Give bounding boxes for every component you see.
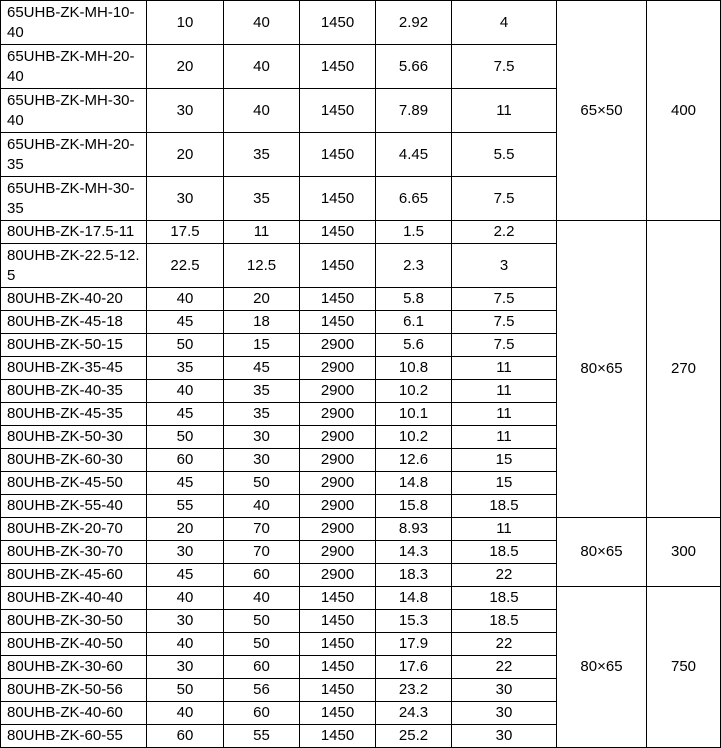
flow-cell: 50 (147, 426, 224, 449)
model-cell: 80UHB-ZK-30-60 (1, 656, 147, 679)
motor-power-cell: 7.5 (452, 311, 557, 334)
flow-cell: 10 (147, 1, 224, 45)
head-cell: 30 (224, 449, 300, 472)
head-cell: 40 (224, 587, 300, 610)
head-cell: 55 (224, 725, 300, 748)
shaft-power-cell: 6.65 (376, 177, 452, 221)
flow-cell: 30 (147, 89, 224, 133)
shaft-power-cell: 10.8 (376, 357, 452, 380)
motor-power-cell: 7.5 (452, 45, 557, 89)
shaft-power-cell: 6.1 (376, 311, 452, 334)
shaft-power-cell: 2.92 (376, 1, 452, 45)
speed-cell: 2900 (300, 495, 376, 518)
speed-cell: 1450 (300, 45, 376, 89)
shaft-power-cell: 25.2 (376, 725, 452, 748)
speed-cell: 1450 (300, 288, 376, 311)
model-cell: 80UHB-ZK-20-70 (1, 518, 147, 541)
shaft-power-cell: 4.45 (376, 133, 452, 177)
weight-cell: 400 (647, 1, 721, 221)
motor-power-cell: 11 (452, 518, 557, 541)
shaft-power-cell: 18.3 (376, 564, 452, 587)
shaft-power-cell: 5.6 (376, 334, 452, 357)
flow-cell: 45 (147, 472, 224, 495)
head-cell: 45 (224, 357, 300, 380)
flow-cell: 50 (147, 334, 224, 357)
head-cell: 56 (224, 679, 300, 702)
flow-cell: 40 (147, 380, 224, 403)
motor-power-cell: 3 (452, 244, 557, 288)
speed-cell: 2900 (300, 518, 376, 541)
model-cell: 80UHB-ZK-55-40 (1, 495, 147, 518)
shaft-power-cell: 5.8 (376, 288, 452, 311)
head-cell: 11 (224, 221, 300, 244)
motor-power-cell: 11 (452, 357, 557, 380)
diameter-cell: 80×65 (557, 587, 647, 748)
head-cell: 60 (224, 656, 300, 679)
model-cell: 80UHB-ZK-60-30 (1, 449, 147, 472)
model-cell: 80UHB-ZK-40-20 (1, 288, 147, 311)
speed-cell: 2900 (300, 334, 376, 357)
model-cell: 80UHB-ZK-40-40 (1, 587, 147, 610)
model-cell: 80UHB-ZK-30-50 (1, 610, 147, 633)
motor-power-cell: 2.2 (452, 221, 557, 244)
head-cell: 60 (224, 564, 300, 587)
model-cell: 80UHB-ZK-50-15 (1, 334, 147, 357)
flow-cell: 55 (147, 495, 224, 518)
flow-cell: 45 (147, 311, 224, 334)
head-cell: 50 (224, 633, 300, 656)
shaft-power-cell: 14.8 (376, 587, 452, 610)
model-cell: 80UHB-ZK-22.5-12.5 (1, 244, 147, 288)
speed-cell: 1450 (300, 679, 376, 702)
model-cell: 80UHB-ZK-45-18 (1, 311, 147, 334)
shaft-power-cell: 15.3 (376, 610, 452, 633)
shaft-power-cell: 10.2 (376, 426, 452, 449)
shaft-power-cell: 17.6 (376, 656, 452, 679)
motor-power-cell: 15 (452, 449, 557, 472)
model-cell: 80UHB-ZK-40-60 (1, 702, 147, 725)
motor-power-cell: 18.5 (452, 495, 557, 518)
flow-cell: 30 (147, 177, 224, 221)
motor-power-cell: 18.5 (452, 610, 557, 633)
speed-cell: 2900 (300, 472, 376, 495)
model-cell: 80UHB-ZK-30-70 (1, 541, 147, 564)
shaft-power-cell: 7.89 (376, 89, 452, 133)
motor-power-cell: 15 (452, 472, 557, 495)
head-cell: 12.5 (224, 244, 300, 288)
model-cell: 80UHB-ZK-50-30 (1, 426, 147, 449)
head-cell: 40 (224, 89, 300, 133)
flow-cell: 40 (147, 702, 224, 725)
flow-cell: 30 (147, 541, 224, 564)
shaft-power-cell: 12.6 (376, 449, 452, 472)
diameter-cell: 80×65 (557, 221, 647, 518)
shaft-power-cell: 24.3 (376, 702, 452, 725)
head-cell: 30 (224, 426, 300, 449)
speed-cell: 2900 (300, 564, 376, 587)
motor-power-cell: 11 (452, 380, 557, 403)
head-cell: 35 (224, 177, 300, 221)
motor-power-cell: 7.5 (452, 334, 557, 357)
shaft-power-cell: 14.8 (376, 472, 452, 495)
speed-cell: 1450 (300, 1, 376, 45)
shaft-power-cell: 17.9 (376, 633, 452, 656)
flow-cell: 20 (147, 518, 224, 541)
head-cell: 35 (224, 133, 300, 177)
speed-cell: 1450 (300, 177, 376, 221)
head-cell: 60 (224, 702, 300, 725)
speed-cell: 1450 (300, 133, 376, 177)
flow-cell: 30 (147, 656, 224, 679)
flow-cell: 35 (147, 357, 224, 380)
speed-cell: 1450 (300, 244, 376, 288)
flow-cell: 30 (147, 610, 224, 633)
head-cell: 50 (224, 610, 300, 633)
shaft-power-cell: 15.8 (376, 495, 452, 518)
model-cell: 65UHB-ZK-MH-30-35 (1, 177, 147, 221)
motor-power-cell: 30 (452, 725, 557, 748)
speed-cell: 1450 (300, 656, 376, 679)
weight-cell: 300 (647, 518, 721, 587)
shaft-power-cell: 14.3 (376, 541, 452, 564)
shaft-power-cell: 23.2 (376, 679, 452, 702)
motor-power-cell: 11 (452, 403, 557, 426)
motor-power-cell: 4 (452, 1, 557, 45)
model-cell: 80UHB-ZK-45-60 (1, 564, 147, 587)
weight-cell: 270 (647, 221, 721, 518)
model-cell: 80UHB-ZK-50-56 (1, 679, 147, 702)
flow-cell: 50 (147, 679, 224, 702)
motor-power-cell: 5.5 (452, 133, 557, 177)
head-cell: 50 (224, 472, 300, 495)
speed-cell: 2900 (300, 426, 376, 449)
flow-cell: 45 (147, 564, 224, 587)
motor-power-cell: 30 (452, 679, 557, 702)
flow-cell: 40 (147, 587, 224, 610)
model-cell: 80UHB-ZK-40-50 (1, 633, 147, 656)
model-cell: 80UHB-ZK-35-45 (1, 357, 147, 380)
motor-power-cell: 30 (452, 702, 557, 725)
speed-cell: 1450 (300, 221, 376, 244)
shaft-power-cell: 10.1 (376, 403, 452, 426)
table-row (1, 587, 721, 610)
head-cell: 40 (224, 1, 300, 45)
diameter-cell: 65×50 (557, 1, 647, 221)
speed-cell: 1450 (300, 311, 376, 334)
head-cell: 35 (224, 380, 300, 403)
model-cell: 65UHB-ZK-MH-20-35 (1, 133, 147, 177)
head-cell: 40 (224, 45, 300, 89)
motor-power-cell: 11 (452, 426, 557, 449)
head-cell: 40 (224, 495, 300, 518)
speed-cell: 2900 (300, 541, 376, 564)
motor-power-cell: 22 (452, 633, 557, 656)
speed-cell: 1450 (300, 725, 376, 748)
flow-cell: 60 (147, 725, 224, 748)
weight-cell: 750 (647, 587, 721, 748)
shaft-power-cell: 5.66 (376, 45, 452, 89)
model-cell: 65UHB-ZK-MH-30-40 (1, 89, 147, 133)
speed-cell: 2900 (300, 357, 376, 380)
flow-cell: 20 (147, 133, 224, 177)
flow-cell: 22.5 (147, 244, 224, 288)
flow-cell: 40 (147, 633, 224, 656)
model-cell: 80UHB-ZK-40-35 (1, 380, 147, 403)
speed-cell: 1450 (300, 702, 376, 725)
table-row (1, 518, 721, 541)
flow-cell: 45 (147, 403, 224, 426)
diameter-cell: 80×65 (557, 518, 647, 587)
motor-power-cell: 11 (452, 89, 557, 133)
shaft-power-cell: 1.5 (376, 221, 452, 244)
model-cell: 65UHB-ZK-MH-10-40 (1, 1, 147, 45)
flow-cell: 60 (147, 449, 224, 472)
motor-power-cell: 7.5 (452, 177, 557, 221)
table-row (1, 1, 721, 45)
motor-power-cell: 18.5 (452, 587, 557, 610)
shaft-power-cell: 2.3 (376, 244, 452, 288)
model-cell: 80UHB-ZK-45-35 (1, 403, 147, 426)
table-body (1, 1, 721, 748)
flow-cell: 40 (147, 288, 224, 311)
flow-cell: 17.5 (147, 221, 224, 244)
motor-power-cell: 22 (452, 564, 557, 587)
head-cell: 70 (224, 518, 300, 541)
motor-power-cell: 7.5 (452, 288, 557, 311)
motor-power-cell: 18.5 (452, 541, 557, 564)
head-cell: 70 (224, 541, 300, 564)
speed-cell: 2900 (300, 403, 376, 426)
model-cell: 65UHB-ZK-MH-20-40 (1, 45, 147, 89)
head-cell: 35 (224, 403, 300, 426)
shaft-power-cell: 10.2 (376, 380, 452, 403)
model-cell: 80UHB-ZK-45-50 (1, 472, 147, 495)
model-cell: 80UHB-ZK-60-55 (1, 725, 147, 748)
head-cell: 20 (224, 288, 300, 311)
speed-cell: 1450 (300, 89, 376, 133)
shaft-power-cell: 8.93 (376, 518, 452, 541)
head-cell: 15 (224, 334, 300, 357)
model-cell: 80UHB-ZK-17.5-11 (1, 221, 147, 244)
speed-cell: 2900 (300, 449, 376, 472)
head-cell: 18 (224, 311, 300, 334)
speed-cell: 2900 (300, 380, 376, 403)
motor-power-cell: 22 (452, 656, 557, 679)
table-row (1, 221, 721, 244)
speed-cell: 1450 (300, 633, 376, 656)
flow-cell: 20 (147, 45, 224, 89)
speed-cell: 1450 (300, 610, 376, 633)
speed-cell: 1450 (300, 587, 376, 610)
